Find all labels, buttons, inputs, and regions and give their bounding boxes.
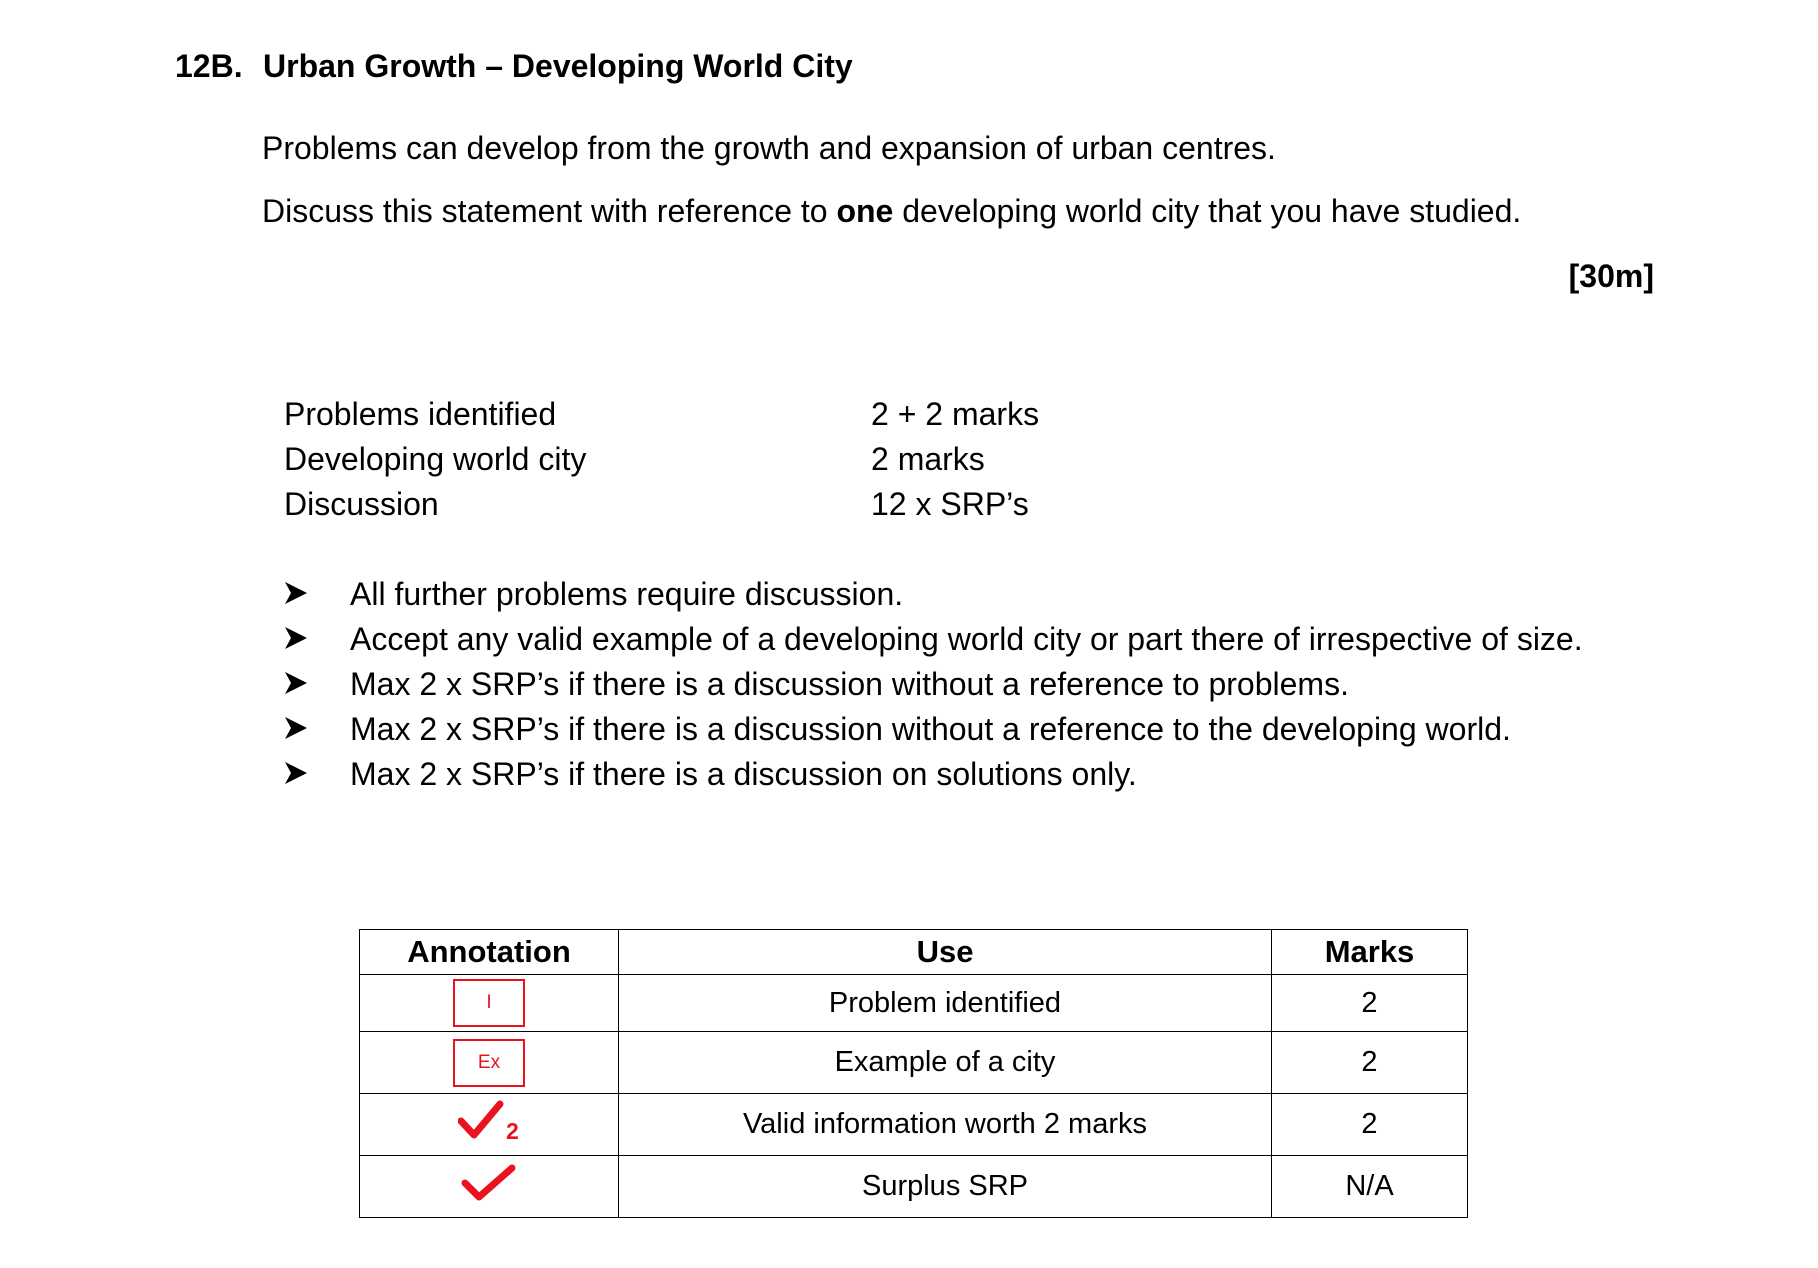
- tick-2-icon: [458, 1099, 520, 1151]
- use-cell: Example of a city: [619, 1032, 1272, 1094]
- example-box-icon: Ex: [453, 1039, 525, 1087]
- question-statement: Problems can develop from the growth and expansion of urban centres.: [262, 130, 1276, 166]
- arrowhead-bullet-icon: [284, 752, 350, 797]
- marks-cell: 2: [1272, 1032, 1468, 1094]
- use-cell: Problem identified: [619, 975, 1272, 1032]
- list-item: [284, 707, 1624, 752]
- scheme-label: Developing world city: [284, 441, 587, 477]
- scheme-value: 2 marks: [871, 441, 985, 477]
- list-item: [284, 572, 1624, 617]
- question-number: 12B.: [175, 48, 243, 84]
- marks-cell: 2: [1272, 1094, 1468, 1156]
- list-item-text: Accept any valid example of a developing world city or part there of irrespective of size.: [350, 621, 1583, 657]
- scheme-value: 2 + 2 marks: [871, 396, 1040, 432]
- annotation-cell: [360, 975, 619, 1032]
- question-instruction: [262, 193, 1521, 230]
- table-row: [360, 1156, 1468, 1218]
- column-header-use: Use: [619, 930, 1272, 975]
- marking-notes: [284, 572, 1624, 797]
- tick-subscript: 2: [506, 1117, 519, 1143]
- list-item-text: Max 2 x SRP’s if there is a discussion without a reference to the developing world.: [350, 711, 1511, 747]
- list-item-text: Max 2 x SRP’s if there is a discussion on solutions only.: [350, 756, 1137, 792]
- instruction-text-before: Discuss this statement with reference to: [262, 193, 837, 229]
- column-header-annotation: Annotation: [360, 930, 619, 975]
- list-item-text: All further problems require discussion.: [350, 576, 904, 612]
- scheme-row: [284, 437, 1039, 482]
- total-marks: [30m]: [1568, 258, 1654, 294]
- arrowhead-bullet-icon: [284, 707, 350, 752]
- table-header-row: [360, 930, 1468, 975]
- annotation-table: [359, 929, 1468, 1218]
- question-title: Urban Growth – Developing World City: [263, 48, 853, 84]
- question-heading: [175, 48, 853, 85]
- scheme-label: Problems identified: [284, 396, 557, 432]
- marks-cell: N/A: [1272, 1156, 1468, 1218]
- arrowhead-bullet-icon: [284, 662, 350, 707]
- scheme-row: [284, 392, 1039, 437]
- table-row: [360, 975, 1468, 1032]
- table-row: [360, 1094, 1468, 1156]
- arrowhead-bullet-icon: [284, 572, 350, 617]
- annotation-cell: [360, 1032, 619, 1094]
- list-item-text: Max 2 x SRP’s if there is a discussion without a reference to problems.: [350, 666, 1349, 702]
- list-item: [284, 617, 1624, 662]
- arrowhead-bullet-icon: [284, 617, 350, 662]
- scheme-value: 12 x SRP’s: [871, 486, 1029, 522]
- instruction-emphasis: one: [836, 193, 894, 229]
- table-row: [360, 1032, 1468, 1094]
- use-cell: Surplus SRP: [619, 1156, 1272, 1218]
- identified-box-icon: I: [453, 979, 525, 1027]
- list-item: [284, 752, 1624, 797]
- list-item: [284, 662, 1624, 707]
- marks-cell: 2: [1272, 975, 1468, 1032]
- annotation-cell: [360, 1094, 619, 1156]
- use-cell: Valid information worth 2 marks: [619, 1094, 1272, 1156]
- scheme-row: [284, 482, 1039, 527]
- column-header-marks: Marks: [1272, 930, 1468, 975]
- marking-scheme: [284, 392, 1039, 527]
- scheme-label: Discussion: [284, 486, 439, 522]
- annotation-cell: [360, 1156, 619, 1218]
- instruction-text-after: developing world city that you have studied.: [893, 193, 1522, 229]
- tick-icon: [461, 1163, 517, 1211]
